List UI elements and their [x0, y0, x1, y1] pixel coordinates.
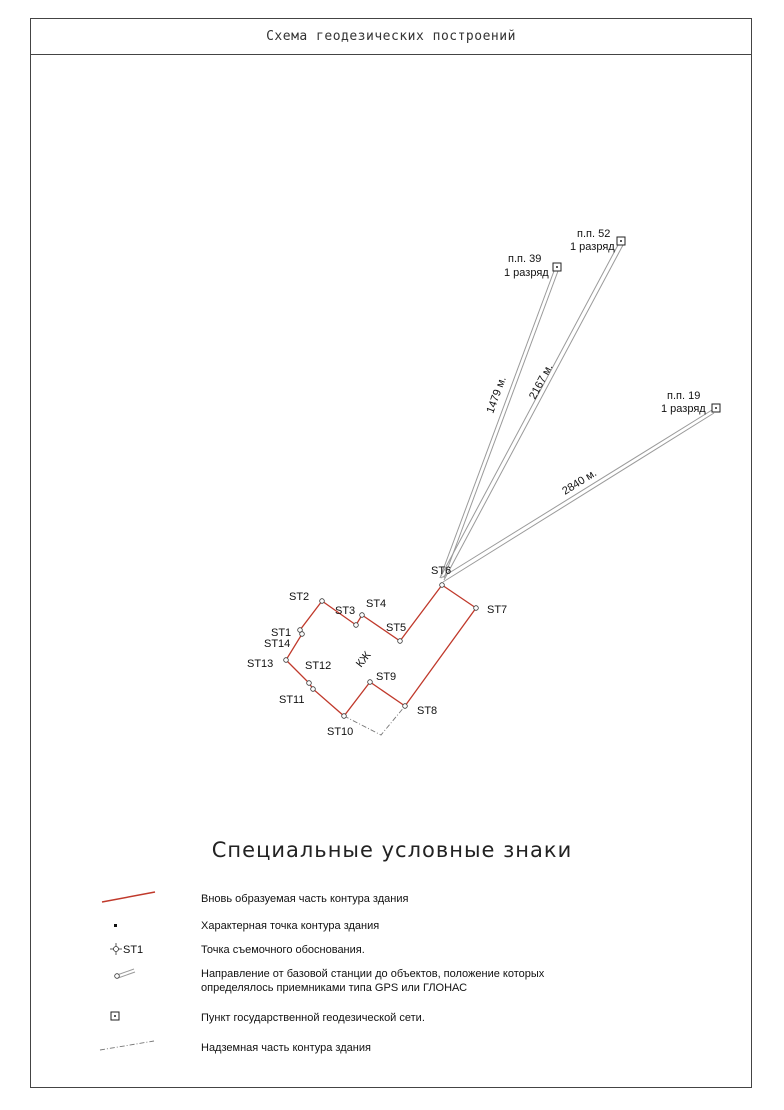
station-marker-st14	[300, 632, 305, 637]
distance-label-39: 1479 м.	[484, 375, 509, 416]
building-label: КЖ	[353, 649, 374, 670]
geodetic-point-class: 1 разряд	[504, 267, 549, 279]
station-marker-st13	[284, 658, 289, 663]
legend-item-new-contour: Вновь образуемая часть контура здания	[201, 893, 409, 905]
distance-label-52: 2167 м.	[527, 362, 556, 402]
legend-item-characteristic-point: Характерная точка контура здания	[201, 920, 380, 932]
station-marker-st2	[320, 599, 325, 604]
station-label-st4: ST4	[366, 598, 387, 610]
geodetic-point-name: п.п. 39	[508, 253, 542, 265]
station-label-st6: ST6	[431, 565, 452, 577]
station-label-st10: ST10	[327, 726, 354, 738]
legend-symbol-station	[110, 943, 143, 956]
legend-symbol-direction	[115, 969, 135, 978]
station-label-st5: ST5	[386, 622, 407, 634]
page-title: Схема геодезических построений	[31, 19, 751, 55]
legend-item-above-ground: Надземная часть контура здания	[201, 1042, 371, 1054]
direction-line-19-a	[441, 410, 712, 578]
legend-symbol-geodetic-point	[111, 1012, 119, 1020]
legend-station-label: ST1	[123, 944, 144, 956]
geodetic-point-class: 1 разряд	[570, 241, 615, 253]
station-marker-st10	[342, 714, 347, 719]
station-label-st11: ST11	[279, 694, 305, 706]
direction-line-19-b	[443, 413, 714, 582]
legend-title: Специальные условные знаки	[211, 838, 573, 862]
legend-symbol-new-contour	[102, 892, 155, 902]
geodetic-point-name: п.п. 52	[577, 228, 611, 240]
station-label-st9: ST9	[376, 671, 397, 683]
station-label-st7: ST7	[487, 604, 508, 616]
station-label-st12: ST12	[305, 660, 332, 672]
station-marker-st9	[368, 680, 373, 685]
station-marker-st3	[354, 623, 359, 628]
legend-symbol-above-ground	[100, 1041, 154, 1050]
legend-item-station: Точка съемочного обоснования.	[201, 944, 365, 956]
geodetic-point-19	[661, 390, 720, 415]
station-marker-st11	[307, 681, 312, 686]
station-label-st3: ST3	[335, 605, 356, 617]
station-marker-st7	[474, 606, 479, 611]
distance-label-19: 2840 м.	[560, 467, 599, 498]
station-marker-st8	[403, 704, 408, 709]
station-label-st8: ST8	[417, 705, 438, 717]
direction-line-39-b	[444, 271, 558, 578]
station-label-st14: ST14	[264, 638, 291, 650]
legend-symbol-characteristic-point	[114, 924, 117, 927]
geodetic-point-52	[570, 228, 625, 253]
geodetic-point-name: п.п. 19	[667, 390, 701, 402]
legend-item-geodetic-point: Пункт государственной геодезической сети.	[201, 1012, 425, 1024]
direction-line-39-a	[440, 271, 554, 578]
geodetic-point-class: 1 разряд	[661, 403, 706, 415]
direction-line-52-b	[444, 245, 623, 580]
station-marker-st6	[440, 583, 445, 588]
station-label-st1: ST1	[271, 627, 292, 639]
legend-item-direction: Направление от базовой станции до объектов, положение которых определялось приемниками типа GPS или ГЛОНАС	[201, 968, 545, 994]
station-marker-st12	[311, 687, 316, 692]
station-label-st2: ST2	[289, 591, 310, 603]
station-marker-st4	[360, 613, 365, 618]
station-marker-st5	[398, 639, 403, 644]
station-label-st13: ST13	[247, 658, 274, 670]
